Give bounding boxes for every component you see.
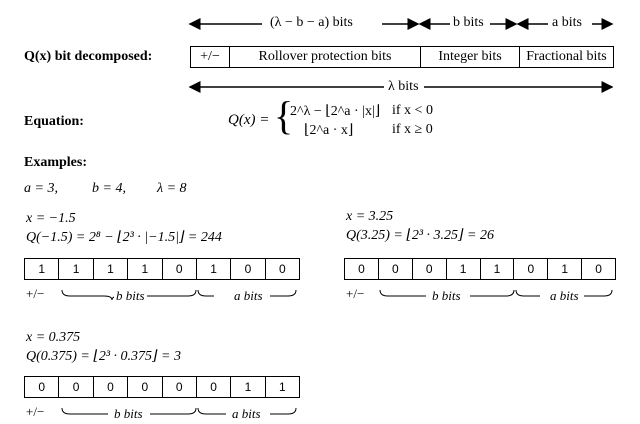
- example3-braces: [0, 404, 640, 424]
- top-segment-2: b bits: [453, 15, 484, 30]
- lambda-arrow: [0, 78, 640, 98]
- bit: 1: [548, 259, 582, 279]
- param-lambda: λ = 8: [157, 181, 187, 196]
- bit: 0: [514, 259, 548, 279]
- example1-sign-label: +/−: [26, 286, 45, 301]
- equation-case1-cond: if x < 0: [392, 103, 433, 118]
- bit: 0: [278, 262, 286, 276]
- example1-bits: [24, 258, 300, 280]
- example2-bits: [344, 258, 616, 280]
- bit: 0: [128, 377, 162, 397]
- example3-q: Q(0.375) = ⌊2³ · 0.375⌋ = 3: [26, 349, 181, 364]
- decomposed-label: Q(x) bit decomposed:: [24, 49, 153, 64]
- bit: 1: [481, 259, 515, 279]
- bit: 0: [25, 377, 59, 397]
- bit: 0: [163, 259, 197, 279]
- example3-x: x = 0.375: [26, 330, 81, 345]
- example1-x: x = −1.5: [26, 211, 76, 226]
- bit: 0: [231, 259, 265, 279]
- example2-a-label: a bits: [550, 288, 579, 303]
- example3-bits: [24, 376, 300, 398]
- bit: 1: [128, 259, 162, 279]
- equation-brace: {: [274, 93, 294, 138]
- example2-x: x = 3.25: [346, 209, 394, 224]
- example2-q: Q(3.25) = ⌊2³ · 3.25⌋ = 26: [346, 228, 494, 243]
- example1-b-label: b bits: [116, 288, 145, 303]
- example2-sign-label: +/−: [346, 286, 365, 301]
- param-a: a = 3,: [24, 181, 58, 196]
- equation-case1-expr: 2^λ − ⌊2^a · |x|⌋: [290, 104, 381, 119]
- top-segment-1: (λ − b − a) bits: [270, 15, 353, 30]
- bit: 0: [595, 262, 602, 276]
- bit: 1: [278, 380, 286, 394]
- example1-a-label: a bits: [234, 288, 263, 303]
- bit: 0: [94, 377, 128, 397]
- equation-label: Equation:: [24, 114, 84, 129]
- bit: 0: [413, 259, 447, 279]
- field-sign: +/−: [191, 47, 230, 67]
- bit: 1: [197, 259, 231, 279]
- example2-b-label: b bits: [432, 288, 461, 303]
- bit: 1: [25, 259, 59, 279]
- example3-b-label: b bits: [114, 406, 143, 421]
- field-fractional: Fractional bits: [526, 49, 607, 64]
- lambda-bits-label: λ bits: [388, 79, 419, 94]
- decomposition-bar: [190, 46, 614, 68]
- bit: 0: [59, 377, 93, 397]
- bit: 1: [447, 259, 481, 279]
- examples-label: Examples:: [24, 155, 87, 170]
- bit: 1: [59, 259, 93, 279]
- example3-sign-label: +/−: [26, 404, 45, 419]
- field-rollover: Rollover protection bits: [230, 47, 421, 67]
- bit: 0: [163, 377, 197, 397]
- example3-a-label: a bits: [232, 406, 261, 421]
- equation-lhs: Q(x) =: [228, 112, 270, 128]
- equation-case2-cond: if x ≥ 0: [392, 122, 433, 137]
- bit: 0: [345, 259, 379, 279]
- bit: 1: [231, 377, 265, 397]
- field-integer: Integer bits: [421, 47, 520, 67]
- bit: 0: [379, 259, 413, 279]
- equation-case2-expr: ⌊2^a · x⌋: [304, 123, 354, 138]
- bit: 1: [94, 259, 128, 279]
- param-b: b = 4,: [92, 181, 126, 196]
- example1-q: Q(−1.5) = 2⁸ − ⌊2³ · |−1.5|⌋ = 244: [26, 230, 222, 245]
- example2-braces: [0, 286, 640, 306]
- bit: 0: [197, 377, 231, 397]
- top-segment-3: a bits: [552, 15, 582, 30]
